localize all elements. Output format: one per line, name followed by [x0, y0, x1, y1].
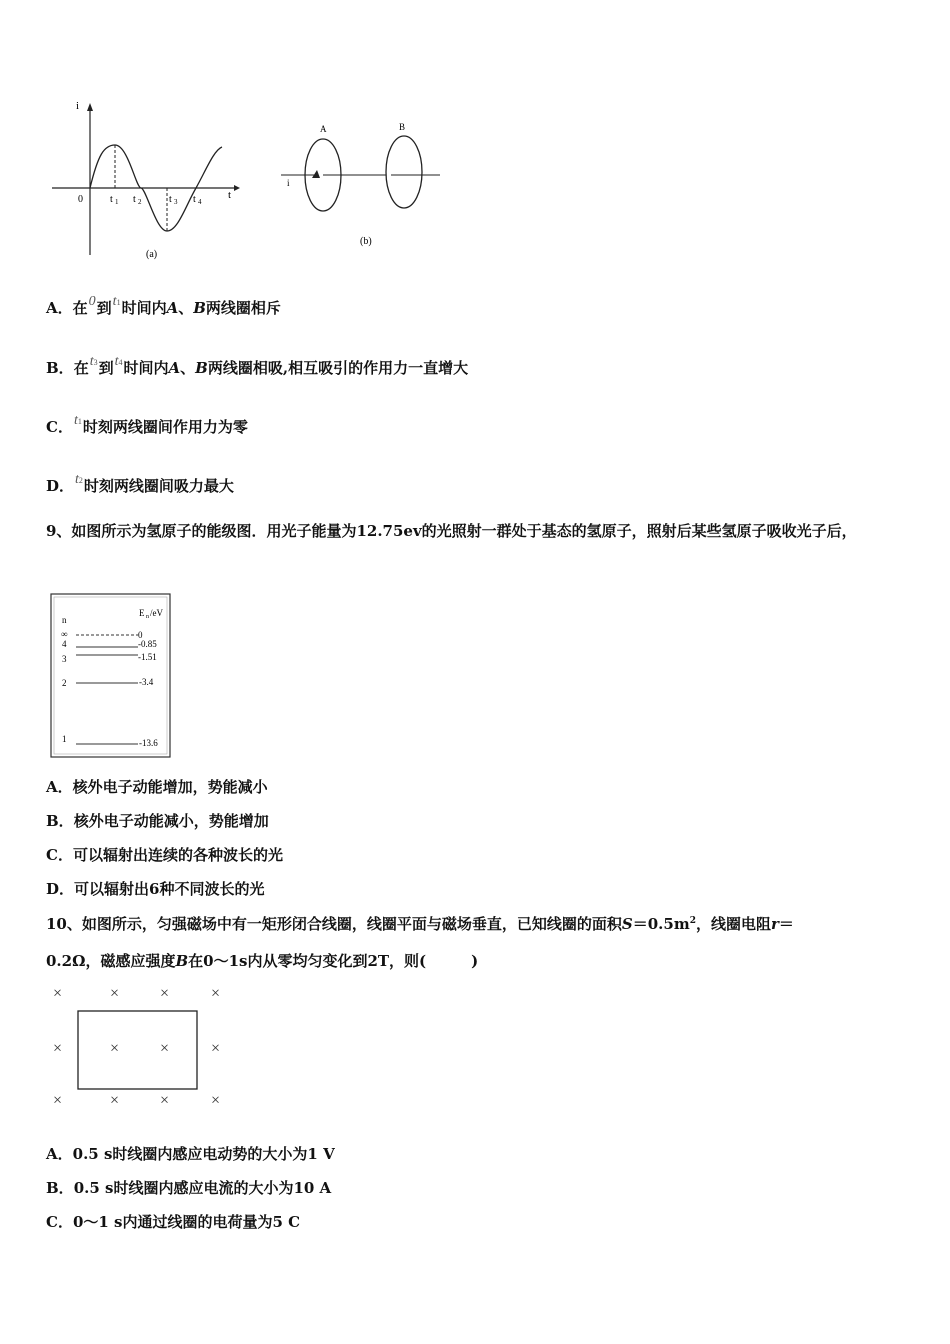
field-cross: ×	[160, 985, 170, 1002]
magnetic-field-diagram	[46, 978, 246, 1118]
figure-a-sine-graph	[46, 95, 246, 265]
field-cross: ×	[160, 1092, 170, 1109]
svg-text:t: t	[133, 194, 136, 205]
t-axis-label: t	[228, 189, 232, 201]
svg-text:-13.6: -13.6	[139, 738, 158, 748]
svg-text:2: 2	[62, 678, 67, 688]
svg-text:∞: ∞	[61, 629, 68, 639]
field-cross: ×	[211, 1092, 221, 1109]
q10-stem-line1: 10、如图所示，匀强磁场中有一矩形闭合线圈，线圈平面与磁场垂直，已知线圈的面积$S=0.5m^2$，线圈电阻r＝	[46, 915, 794, 933]
i-axis-label: i	[76, 100, 80, 112]
q10-option-b: B．0.5 s时线圈内感应电流的大小为10 A	[46, 1179, 332, 1197]
sym-t1: t1	[112, 294, 121, 309]
coil-b	[386, 136, 422, 208]
current-label: i	[287, 178, 290, 188]
svg-text:t: t	[169, 194, 172, 205]
svg-text:3: 3	[62, 654, 67, 664]
q9-stem: 9、如图所示为氢原子的能级图．用光子能量为12.75ev的光照射一群处于基态的氢原子，照射后某些氢原子吸收光子后，	[46, 522, 857, 540]
q8-option-c: C．t1时刻两线圈间作用力为零	[46, 413, 248, 436]
coil-a-label: A	[320, 124, 327, 134]
tick-label-t4	[193, 194, 202, 206]
svg-text:0: 0	[138, 630, 143, 640]
field-cross: ×	[110, 985, 120, 1002]
svg-text:1: 1	[62, 734, 67, 744]
sym-t1: t1	[73, 413, 82, 428]
sym-t2: t2	[75, 472, 83, 487]
svg-text:t: t	[110, 194, 113, 205]
energy-level-diagram	[50, 593, 172, 759]
figure-b-coils	[276, 118, 446, 253]
svg-text:3: 3	[174, 198, 178, 206]
rectangular-coil	[78, 1011, 197, 1089]
figure-a-caption: (a)	[146, 249, 158, 260]
svg-text:n: n	[146, 614, 149, 620]
q8-option-d: D．t2时刻两线圈间吸力最大	[46, 472, 234, 495]
svg-text:/eV: /eV	[150, 608, 163, 618]
svg-text:E: E	[139, 608, 145, 618]
svg-text:4: 4	[198, 198, 202, 206]
i-axis-arrow	[87, 103, 93, 111]
field-cross: ×	[211, 1040, 221, 1057]
q8-option-a: A．在0到t1时间内A、B两线圈相斥	[46, 294, 281, 317]
field-cross: ×	[53, 985, 63, 1002]
q10-option-c: C．0～1 s内通过线圈的电荷量为5 C	[46, 1213, 301, 1231]
tick-label-t1	[110, 194, 119, 206]
svg-text:1: 1	[115, 198, 119, 206]
coil-b-label: B	[399, 122, 406, 132]
field-cross: ×	[211, 985, 221, 1002]
q9-option-b: B．核外电子动能减小，势能增加	[46, 812, 269, 830]
svg-text:t: t	[193, 194, 196, 205]
q8-option-b: B．在t3到t4时间内A、B两线圈相吸,相互吸引的作用力一直增大	[46, 354, 469, 377]
q10-stem-line2: 0.2Ω，磁感应强度B在0～1s内从零均匀变化到2T，则( )	[46, 952, 479, 970]
sym-t3: t3	[89, 354, 98, 369]
q9-option-c: C．可以辐射出连续的各种波长的光	[46, 846, 283, 864]
svg-text:4: 4	[62, 639, 67, 649]
n-header: n	[62, 615, 67, 625]
svg-text:2: 2	[138, 198, 142, 206]
field-cross: ×	[53, 1092, 63, 1109]
q9-option-d: D．可以辐射出6种不同波长的光	[46, 880, 265, 898]
current-arrow	[312, 170, 320, 178]
q10-option-a: A．0.5 s时线圈内感应电动势的大小为1 V	[46, 1145, 335, 1163]
q9-option-a: A．核外电子动能增加，势能减小	[46, 778, 268, 796]
field-cross: ×	[160, 1040, 170, 1057]
figure-b-caption: (b)	[360, 236, 372, 247]
sym-t4: t4	[114, 354, 123, 369]
svg-text:-3.4: -3.4	[139, 677, 154, 687]
field-cross: ×	[110, 1040, 120, 1057]
field-cross: ×	[110, 1092, 120, 1109]
t-axis-arrow	[234, 185, 240, 191]
field-cross: ×	[53, 1040, 63, 1057]
tick-label-t3	[169, 194, 178, 206]
svg-text:-1.51: -1.51	[138, 652, 157, 662]
origin-label: 0	[78, 194, 83, 205]
svg-text:-0.85: -0.85	[138, 639, 157, 649]
tick-label-t2	[133, 194, 142, 206]
